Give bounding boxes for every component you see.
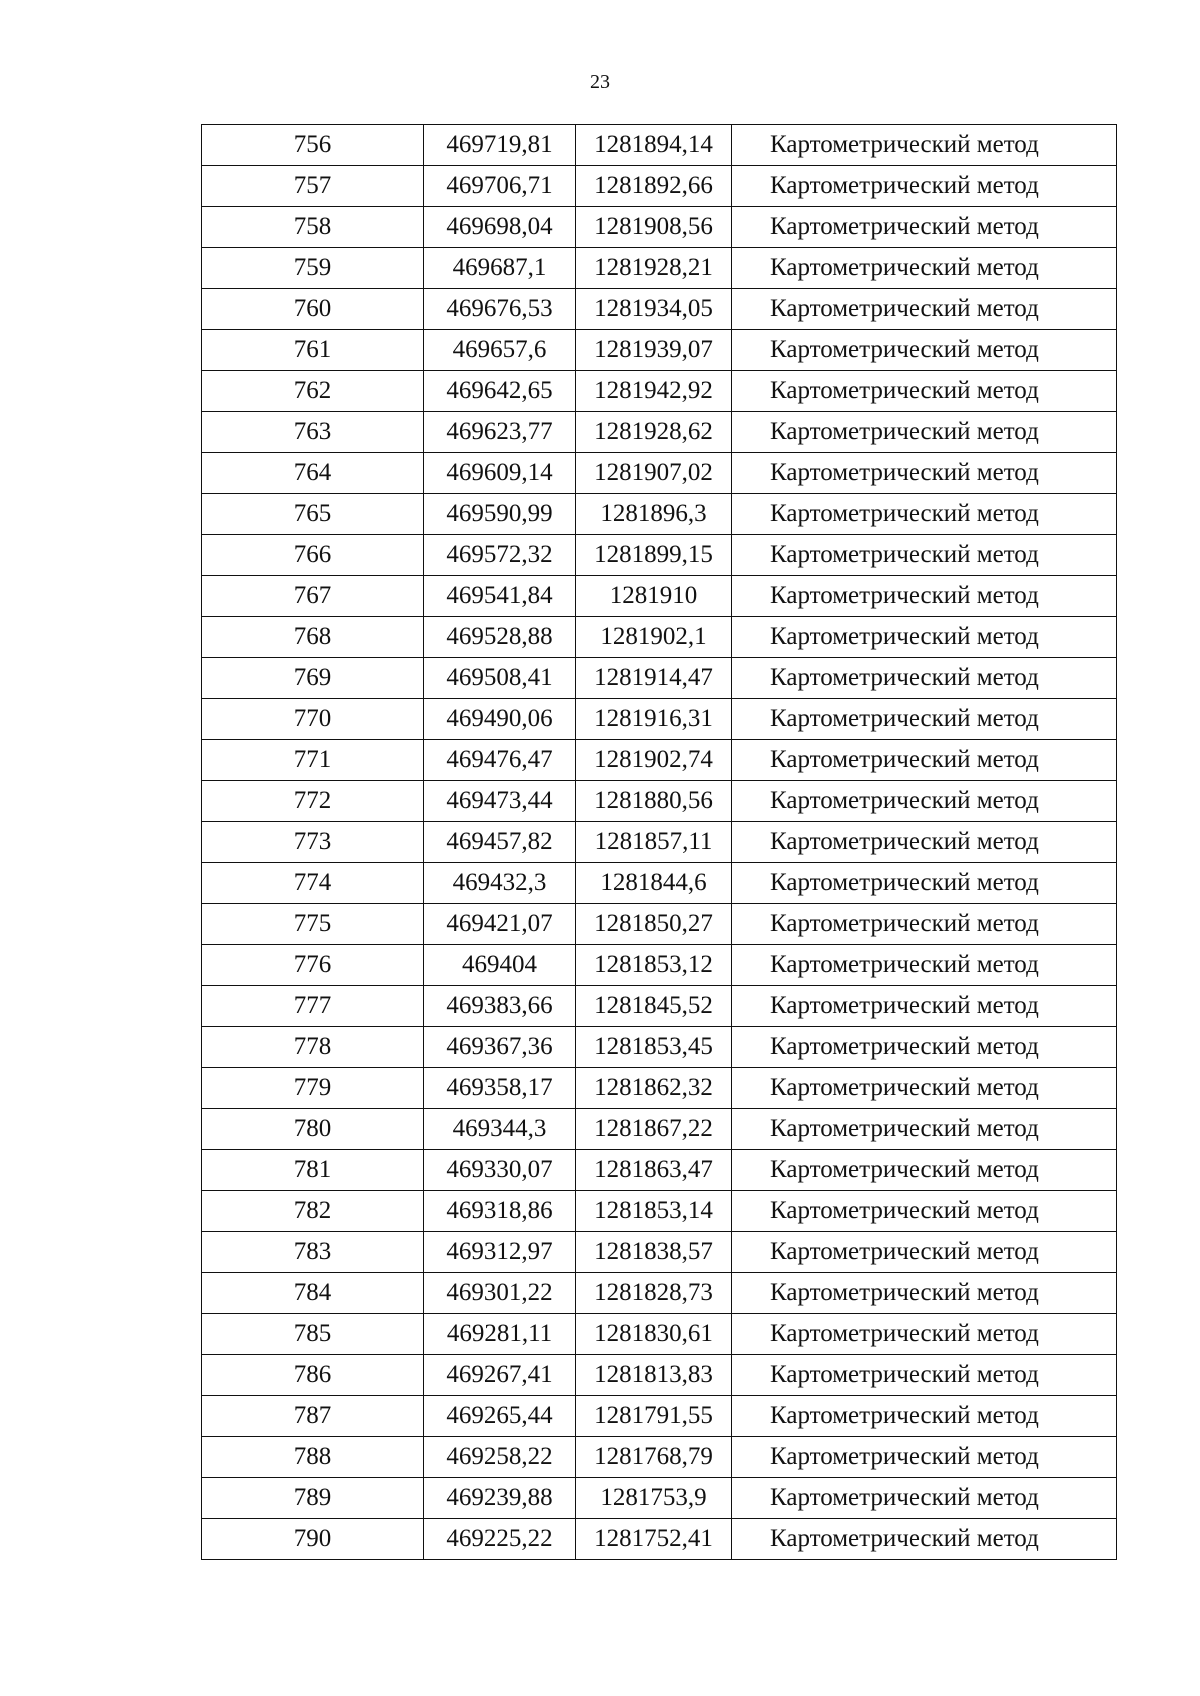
method-cell: Картометрический метод	[732, 289, 1117, 330]
point-number-cell: 781	[202, 1150, 424, 1191]
x-coordinate-cell: 469267,41	[424, 1355, 576, 1396]
x-coordinate-cell: 469301,22	[424, 1273, 576, 1314]
y-coordinate-cell: 1281752,41	[576, 1519, 732, 1560]
table-row	[202, 494, 1117, 535]
method-cell: Картометрический метод	[732, 1396, 1117, 1437]
point-number-cell: 782	[202, 1191, 424, 1232]
y-coordinate-cell: 1281928,62	[576, 412, 732, 453]
table-row	[202, 1191, 1117, 1232]
method-cell: Картометрический метод	[732, 986, 1117, 1027]
y-coordinate-cell: 1281853,12	[576, 945, 732, 986]
method-cell: Картометрический метод	[732, 1027, 1117, 1068]
x-coordinate-cell: 469258,22	[424, 1437, 576, 1478]
y-coordinate-cell: 1281862,32	[576, 1068, 732, 1109]
table-row	[202, 617, 1117, 658]
page-number: 23	[590, 71, 610, 93]
y-coordinate-cell: 1281853,14	[576, 1191, 732, 1232]
x-coordinate-cell: 469225,22	[424, 1519, 576, 1560]
y-coordinate-cell: 1281753,9	[576, 1478, 732, 1519]
y-coordinate-cell: 1281813,83	[576, 1355, 732, 1396]
method-cell: Картометрический метод	[732, 166, 1117, 207]
point-number-cell: 774	[202, 863, 424, 904]
y-coordinate-cell: 1281942,92	[576, 371, 732, 412]
point-number-cell: 789	[202, 1478, 424, 1519]
point-number-cell: 777	[202, 986, 424, 1027]
table-row	[202, 1068, 1117, 1109]
method-cell: Картометрический метод	[732, 535, 1117, 576]
x-coordinate-cell: 469590,99	[424, 494, 576, 535]
table-row	[202, 1027, 1117, 1068]
x-coordinate-cell: 469719,81	[424, 125, 576, 166]
method-cell: Картометрический метод	[732, 1068, 1117, 1109]
point-number-cell: 756	[202, 125, 424, 166]
point-number-cell: 776	[202, 945, 424, 986]
method-cell: Картометрический метод	[732, 699, 1117, 740]
x-coordinate-cell: 469642,65	[424, 371, 576, 412]
x-coordinate-cell: 469383,66	[424, 986, 576, 1027]
x-coordinate-cell: 469404	[424, 945, 576, 986]
x-coordinate-cell: 469706,71	[424, 166, 576, 207]
table-row	[202, 166, 1117, 207]
y-coordinate-cell: 1281939,07	[576, 330, 732, 371]
method-cell: Картометрический метод	[732, 494, 1117, 535]
point-number-cell: 764	[202, 453, 424, 494]
y-coordinate-cell: 1281844,6	[576, 863, 732, 904]
y-coordinate-cell: 1281838,57	[576, 1232, 732, 1273]
table-row	[202, 1355, 1117, 1396]
table-row	[202, 699, 1117, 740]
x-coordinate-cell: 469265,44	[424, 1396, 576, 1437]
table-row	[202, 453, 1117, 494]
table-row	[202, 576, 1117, 617]
method-cell: Картометрический метод	[732, 1232, 1117, 1273]
x-coordinate-cell: 469508,41	[424, 658, 576, 699]
y-coordinate-cell: 1281907,02	[576, 453, 732, 494]
x-coordinate-cell: 469490,06	[424, 699, 576, 740]
x-coordinate-cell: 469358,17	[424, 1068, 576, 1109]
method-cell: Картометрический метод	[732, 658, 1117, 699]
method-cell: Картометрический метод	[732, 1314, 1117, 1355]
x-coordinate-cell: 469421,07	[424, 904, 576, 945]
x-coordinate-cell: 469473,44	[424, 781, 576, 822]
point-number-cell: 768	[202, 617, 424, 658]
table-row	[202, 1109, 1117, 1150]
y-coordinate-cell: 1281902,74	[576, 740, 732, 781]
table-row	[202, 1232, 1117, 1273]
x-coordinate-cell: 469281,11	[424, 1314, 576, 1355]
method-cell: Картометрический метод	[732, 904, 1117, 945]
point-number-cell: 772	[202, 781, 424, 822]
point-number-cell: 784	[202, 1273, 424, 1314]
method-cell: Картометрический метод	[732, 863, 1117, 904]
table-row	[202, 1150, 1117, 1191]
method-cell: Картометрический метод	[732, 125, 1117, 166]
y-coordinate-cell: 1281857,11	[576, 822, 732, 863]
table-row	[202, 822, 1117, 863]
x-coordinate-cell: 469572,32	[424, 535, 576, 576]
method-cell: Картометрический метод	[732, 1437, 1117, 1478]
point-number-cell: 779	[202, 1068, 424, 1109]
point-number-cell: 786	[202, 1355, 424, 1396]
point-number-cell: 759	[202, 248, 424, 289]
y-coordinate-cell: 1281928,21	[576, 248, 732, 289]
point-number-cell: 760	[202, 289, 424, 330]
y-coordinate-cell: 1281902,1	[576, 617, 732, 658]
y-coordinate-cell: 1281914,47	[576, 658, 732, 699]
x-coordinate-cell: 469541,84	[424, 576, 576, 617]
table-row	[202, 1273, 1117, 1314]
point-number-cell: 761	[202, 330, 424, 371]
y-coordinate-cell: 1281910	[576, 576, 732, 617]
point-number-cell: 783	[202, 1232, 424, 1273]
table-row	[202, 289, 1117, 330]
method-cell: Картометрический метод	[732, 1109, 1117, 1150]
y-coordinate-cell: 1281850,27	[576, 904, 732, 945]
y-coordinate-cell: 1281896,3	[576, 494, 732, 535]
x-coordinate-cell: 469657,6	[424, 330, 576, 371]
table-row	[202, 330, 1117, 371]
x-coordinate-cell: 469698,04	[424, 207, 576, 248]
y-coordinate-cell: 1281908,56	[576, 207, 732, 248]
point-number-cell: 771	[202, 740, 424, 781]
table-row	[202, 248, 1117, 289]
x-coordinate-cell: 469432,3	[424, 863, 576, 904]
y-coordinate-cell: 1281916,31	[576, 699, 732, 740]
x-coordinate-cell: 469318,86	[424, 1191, 576, 1232]
table-row	[202, 412, 1117, 453]
point-number-cell: 773	[202, 822, 424, 863]
y-coordinate-cell: 1281880,56	[576, 781, 732, 822]
y-coordinate-cell: 1281867,22	[576, 1109, 732, 1150]
x-coordinate-cell: 469528,88	[424, 617, 576, 658]
method-cell: Картометрический метод	[732, 1519, 1117, 1560]
y-coordinate-cell: 1281791,55	[576, 1396, 732, 1437]
x-coordinate-cell: 469676,53	[424, 289, 576, 330]
method-cell: Картометрический метод	[732, 822, 1117, 863]
y-coordinate-cell: 1281845,52	[576, 986, 732, 1027]
x-coordinate-cell: 469330,07	[424, 1150, 576, 1191]
table-row	[202, 125, 1117, 166]
point-number-cell: 775	[202, 904, 424, 945]
y-coordinate-cell: 1281830,61	[576, 1314, 732, 1355]
y-coordinate-cell: 1281863,47	[576, 1150, 732, 1191]
method-cell: Картометрический метод	[732, 945, 1117, 986]
coordinates-table-body	[202, 125, 1117, 1560]
method-cell: Картометрический метод	[732, 617, 1117, 658]
coordinates-table	[201, 124, 1117, 1560]
x-coordinate-cell: 469344,3	[424, 1109, 576, 1150]
point-number-cell: 766	[202, 535, 424, 576]
table-row	[202, 1314, 1117, 1355]
x-coordinate-cell: 469312,97	[424, 1232, 576, 1273]
table-row	[202, 535, 1117, 576]
point-number-cell: 769	[202, 658, 424, 699]
table-row	[202, 863, 1117, 904]
table-row	[202, 1478, 1117, 1519]
y-coordinate-cell: 1281894,14	[576, 125, 732, 166]
method-cell: Картометрический метод	[732, 412, 1117, 453]
point-number-cell: 787	[202, 1396, 424, 1437]
point-number-cell: 762	[202, 371, 424, 412]
method-cell: Картометрический метод	[732, 1150, 1117, 1191]
method-cell: Картометрический метод	[732, 576, 1117, 617]
table-row	[202, 781, 1117, 822]
point-number-cell: 767	[202, 576, 424, 617]
method-cell: Картометрический метод	[732, 371, 1117, 412]
point-number-cell: 758	[202, 207, 424, 248]
method-cell: Картометрический метод	[732, 781, 1117, 822]
y-coordinate-cell: 1281768,79	[576, 1437, 732, 1478]
method-cell: Картометрический метод	[732, 1355, 1117, 1396]
method-cell: Картометрический метод	[732, 1273, 1117, 1314]
method-cell: Картометрический метод	[732, 453, 1117, 494]
point-number-cell: 763	[202, 412, 424, 453]
x-coordinate-cell: 469687,1	[424, 248, 576, 289]
table-row	[202, 945, 1117, 986]
method-cell: Картометрический метод	[732, 207, 1117, 248]
x-coordinate-cell: 469609,14	[424, 453, 576, 494]
method-cell: Картометрический метод	[732, 1191, 1117, 1232]
method-cell: Картометрический метод	[732, 330, 1117, 371]
y-coordinate-cell: 1281853,45	[576, 1027, 732, 1068]
x-coordinate-cell: 469457,82	[424, 822, 576, 863]
x-coordinate-cell: 469623,77	[424, 412, 576, 453]
point-number-cell: 778	[202, 1027, 424, 1068]
table-row	[202, 1396, 1117, 1437]
x-coordinate-cell: 469239,88	[424, 1478, 576, 1519]
table-row	[202, 371, 1117, 412]
table-row	[202, 1519, 1117, 1560]
table-row	[202, 986, 1117, 1027]
y-coordinate-cell: 1281899,15	[576, 535, 732, 576]
method-cell: Картометрический метод	[732, 740, 1117, 781]
y-coordinate-cell: 1281828,73	[576, 1273, 732, 1314]
x-coordinate-cell: 469476,47	[424, 740, 576, 781]
point-number-cell: 757	[202, 166, 424, 207]
table-row	[202, 740, 1117, 781]
point-number-cell: 780	[202, 1109, 424, 1150]
method-cell: Картометрический метод	[732, 1478, 1117, 1519]
table-row	[202, 658, 1117, 699]
table-row	[202, 904, 1117, 945]
x-coordinate-cell: 469367,36	[424, 1027, 576, 1068]
point-number-cell: 765	[202, 494, 424, 535]
point-number-cell: 785	[202, 1314, 424, 1355]
table-row	[202, 207, 1117, 248]
table-row	[202, 1437, 1117, 1478]
point-number-cell: 770	[202, 699, 424, 740]
point-number-cell: 790	[202, 1519, 424, 1560]
y-coordinate-cell: 1281892,66	[576, 166, 732, 207]
point-number-cell: 788	[202, 1437, 424, 1478]
method-cell: Картометрический метод	[732, 248, 1117, 289]
y-coordinate-cell: 1281934,05	[576, 289, 732, 330]
